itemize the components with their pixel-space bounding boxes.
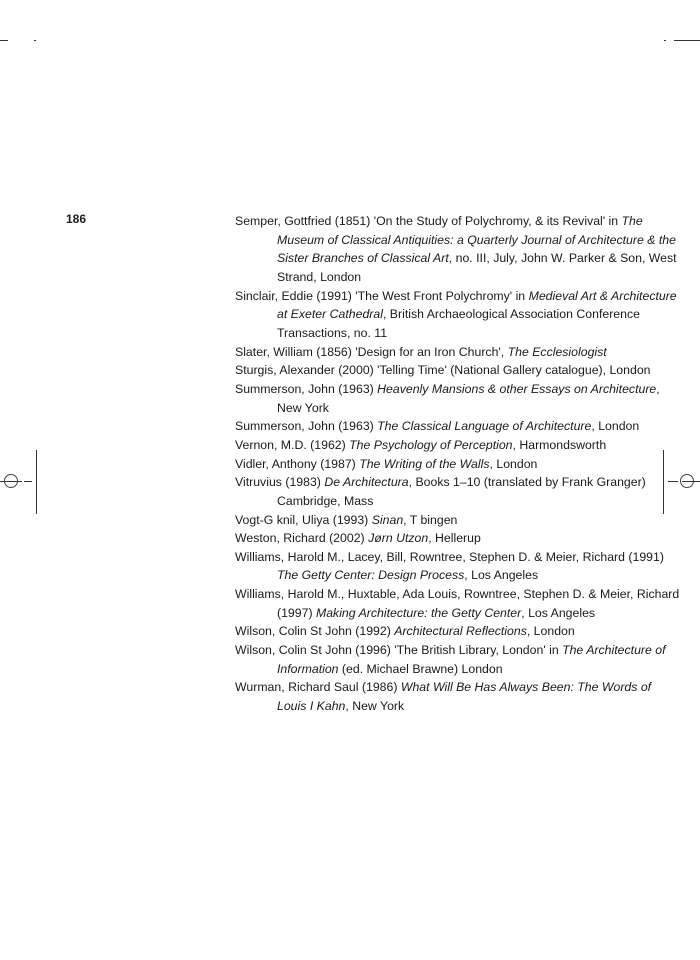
entry-text: , no. III, July, John W. Parker & Son, West Strand, London <box>277 251 677 284</box>
entry-title: Medieval Art & Architecture at Exeter Cathedral <box>277 288 677 322</box>
entry-title: Sinan <box>371 512 404 527</box>
bibliography-entry <box>235 417 680 436</box>
entry-text: , British Archaeological Association Conference Transactions, no. 11 <box>277 307 640 340</box>
bibliography-entry <box>235 436 680 455</box>
entry-text: , London <box>526 624 575 639</box>
bibliography-entry <box>235 622 680 641</box>
entry-text: Vitruvius (1983) <box>235 475 325 490</box>
entry-text: , New York <box>277 381 660 415</box>
entry-title: The Architecture of Information <box>277 643 666 676</box>
entry-title: Making Architecture: the Getty Center <box>315 605 522 620</box>
page-number: 186 <box>66 212 87 226</box>
entry-text: , Los Angeles <box>464 568 539 583</box>
entry-text: , Los Angeles <box>521 605 596 620</box>
entry-title: De Architectura <box>324 475 409 490</box>
bibliography-entry <box>235 287 680 343</box>
entry-text: , T bingen <box>403 512 458 527</box>
bibliography-entry <box>235 548 680 585</box>
entry-text: , New York <box>345 699 405 714</box>
entry-title: The Getty Center: Design Process <box>277 568 465 583</box>
entry-title: The Ecclesiologist <box>507 344 607 359</box>
entry-text: Weston, Richard (2002) <box>235 531 369 546</box>
entry-text: Vidler, Anthony (1987) <box>235 456 360 471</box>
entry-title: The Classical Language of Architecture <box>377 419 592 434</box>
bibliography-entry <box>235 585 680 622</box>
entry-title: The Psychology of Perception <box>349 437 513 452</box>
entry-text: , Harmondsworth <box>512 437 607 452</box>
bibliography-entry <box>235 511 680 530</box>
bibliography-entry <box>235 473 680 510</box>
bibliography-entry <box>235 361 680 380</box>
entry-text: Williams, Harold M., Lacey, Bill, Rowntree, Stephen D. & Meier, Richard (1991) <box>235 549 664 564</box>
entry-text: (ed. Michael Brawne) London <box>338 661 503 676</box>
entry-text: Summerson, John (1963) <box>235 381 378 396</box>
entry-text: Wurman, Richard Saul (1986) <box>235 680 401 695</box>
entry-title: The Museum of Classical Antiquities: a Quarterly Journal of Architecture & the Sister Branches of Classical Art <box>277 214 676 266</box>
bibliography-entry <box>235 212 680 287</box>
entry-text: Vernon, M.D. (1962) <box>235 437 350 452</box>
bibliography-entry <box>235 529 680 548</box>
entry-text: Vogt-G knil, Uliya (1993) <box>235 512 372 527</box>
entry-title: What Will Be Has Always Been: The Words of Louis I Kahn <box>277 680 652 714</box>
entry-title: Jørn Utzon <box>368 531 429 546</box>
entry-text: , Hellerup <box>428 531 481 546</box>
entry-text: Sinclair, Eddie (1991) 'The West Front Polychromy' in <box>235 288 529 303</box>
entry-text: Wilson, Colin St John (1992) <box>235 624 395 639</box>
entry-text: , London <box>489 456 538 471</box>
entry-text: , London <box>591 419 640 434</box>
entry-text: Williams, Harold M., Huxtable, Ada Louis, Rowntree, Stephen D. & Meier, Richard (1997) <box>235 587 680 620</box>
entry-text: Sturgis, Alexander (2000) 'Telling Time' (National Gallery catalogue), London <box>235 363 651 378</box>
bibliography-entry <box>235 641 680 678</box>
bibliography-entry <box>235 455 680 474</box>
bibliography-list <box>235 212 680 716</box>
entry-text: Semper, Gottfried (1851) 'On the Study of Polychromy, & its Revival' in <box>235 214 622 228</box>
entry-title: Heavenly Mansions & other Essays on Architecture <box>377 381 657 396</box>
entry-text: Slater, William (1856) 'Design for an Iron Church', <box>235 344 508 359</box>
bibliography-entry <box>235 678 680 715</box>
entry-text: Summerson, John (1963) <box>235 419 378 434</box>
entry-title: Architectural Reflections <box>394 624 527 639</box>
entry-text: Wilson, Colin St John (1996) 'The British Library, London' in <box>235 643 563 658</box>
bibliography-entry <box>235 380 680 417</box>
bibliography-entry <box>235 343 680 362</box>
entry-text: , Books 1–10 (translated by Frank Granger) Cambridge, Mass <box>277 475 646 508</box>
entry-title: The Writing of the Walls <box>359 456 490 471</box>
